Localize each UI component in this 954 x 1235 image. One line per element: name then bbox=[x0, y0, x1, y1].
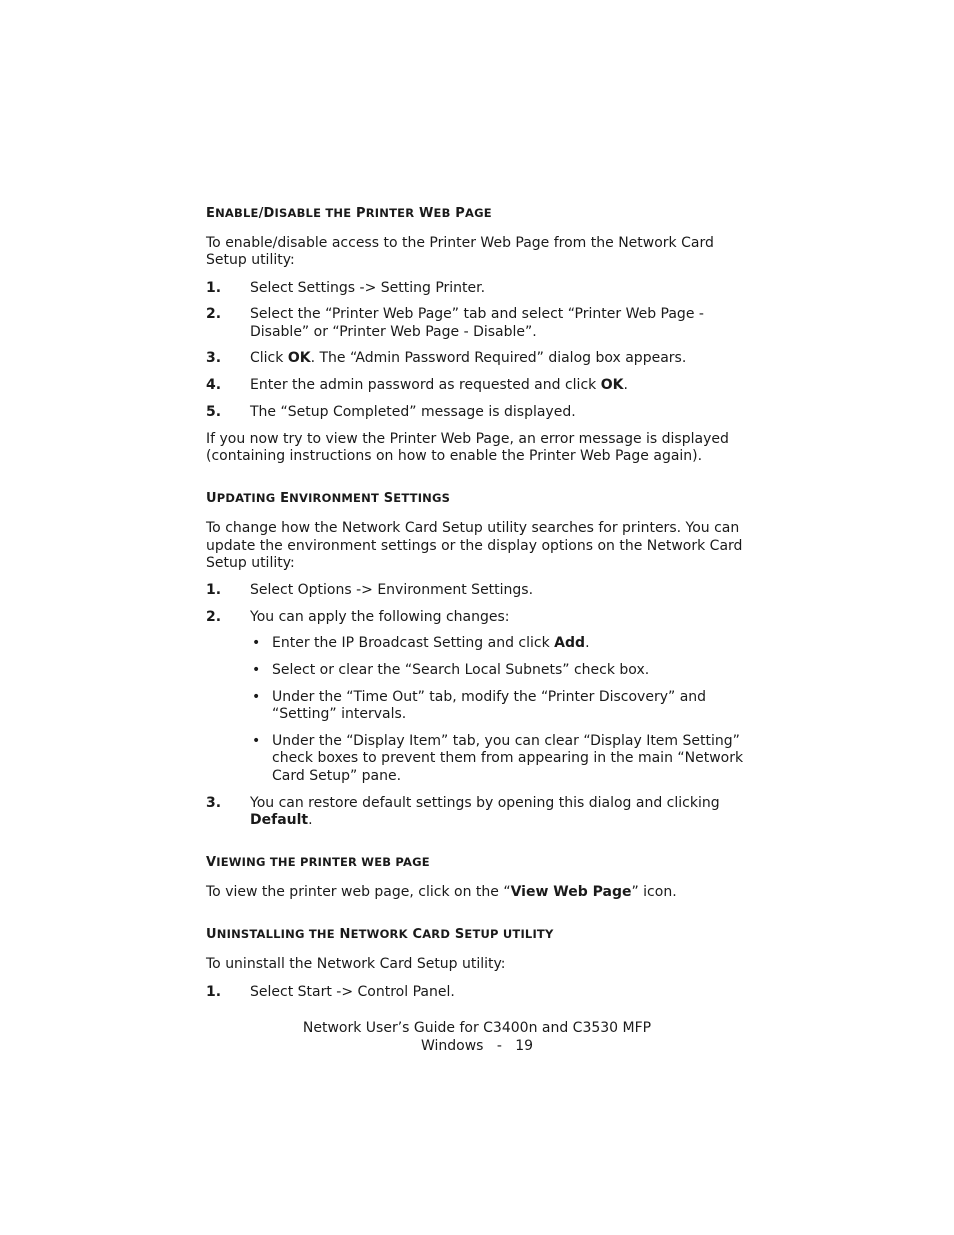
section bbox=[206, 491, 751, 829]
page-footer bbox=[0, 1020, 954, 1055]
emphasis-text: View Web Page bbox=[510, 884, 632, 901]
step-number: 2. bbox=[206, 306, 222, 323]
text-run: Under the “Time Out” tab, modify the “Printer Discovery” and “Setting” intervals. bbox=[272, 689, 707, 723]
step-number: 3. bbox=[206, 350, 222, 367]
section-heading: UPDATING ENVIRONMENT SETTINGS bbox=[206, 491, 451, 507]
emphasis-text: OK bbox=[287, 350, 311, 367]
step-number: 4. bbox=[206, 377, 222, 394]
text-run: Enter the admin password as requested and click bbox=[250, 377, 601, 394]
intro-paragraph bbox=[206, 884, 751, 901]
page-content bbox=[206, 206, 751, 1027]
intro-paragraph: To change how the Network Card Setup utility searches for printers. You can update the environment settings or the display options on the Network Card Setup utility: bbox=[206, 520, 743, 572]
text-run: You can apply the following changes: bbox=[250, 609, 510, 626]
text-run: Under the “Display Item” tab, you can clear “Display Item Setting” check boxes to prevent them from appearing in the main “Network Card Setup” pane. bbox=[272, 733, 744, 784]
step-item bbox=[206, 306, 751, 341]
section bbox=[206, 927, 751, 1001]
text-run: You can restore default settings by opening this dialog and clicking bbox=[250, 794, 720, 811]
text-run: Select Options -> Environment Settings. bbox=[250, 582, 534, 599]
bullet-item bbox=[250, 662, 751, 679]
step-item bbox=[206, 984, 751, 1001]
emphasis-text: Add bbox=[554, 635, 586, 652]
text-run: Click bbox=[250, 350, 288, 367]
text-run: To view the printer web page, click on the “ bbox=[206, 884, 511, 901]
section bbox=[206, 206, 751, 465]
text-run: ” icon. bbox=[631, 884, 677, 901]
step-number: 1. bbox=[206, 582, 222, 599]
text-run: . The “Admin Password Required” dialog box appears. bbox=[310, 350, 687, 367]
step-item bbox=[206, 377, 751, 394]
text-run: . bbox=[308, 811, 313, 828]
step-item bbox=[206, 582, 751, 599]
footer-title: Network User’s Guide for C3400n and C3530 MFP bbox=[302, 1020, 652, 1036]
step-list bbox=[206, 280, 751, 422]
text-run: The “Setup Completed” message is displayed. bbox=[250, 404, 576, 421]
step-item bbox=[206, 350, 751, 367]
step-number: 1. bbox=[206, 983, 222, 1000]
text-run: Select Start -> Control Panel. bbox=[250, 983, 455, 1000]
bullet-icon: • bbox=[252, 689, 261, 706]
text-run: Select Settings -> Setting Printer. bbox=[250, 279, 486, 296]
step-item bbox=[206, 795, 751, 830]
bullet-item bbox=[250, 635, 751, 652]
text-run: Select the “Printer Web Page” tab and select “Printer Web Page - Disable” or “Printer Web Page - Disable”. bbox=[250, 306, 704, 340]
intro-paragraph: To enable/disable access to the Printer Web Page from the Network Card Setup utility: bbox=[206, 235, 714, 269]
step-list bbox=[206, 984, 751, 1001]
text-run: . bbox=[623, 377, 628, 394]
section bbox=[206, 855, 751, 901]
step-item bbox=[206, 280, 751, 297]
section-heading: ENABLE/DISABLE THE PRINTER WEB PAGE bbox=[206, 206, 492, 221]
section-heading: UNINSTALLING THE NETWORK CARD SETUP UTILITY bbox=[206, 927, 554, 943]
bullet-icon: • bbox=[252, 733, 261, 750]
bullet-icon: • bbox=[252, 662, 261, 679]
text-run: Select or clear the “Search Local Subnets” check box. bbox=[272, 662, 650, 679]
bullet-item bbox=[250, 733, 751, 785]
step-item bbox=[206, 404, 751, 421]
emphasis-text: Default bbox=[250, 811, 309, 828]
text-run: Enter the IP Broadcast Setting and click bbox=[272, 635, 555, 652]
step-list bbox=[206, 582, 751, 829]
emphasis-text: OK bbox=[600, 377, 624, 394]
step-number: 1. bbox=[206, 279, 222, 296]
text-run: . bbox=[585, 635, 590, 652]
step-number: 3. bbox=[206, 794, 222, 811]
bullet-list bbox=[250, 635, 751, 785]
outro-paragraph: If you now try to view the Printer Web Page, an error message is displayed (containing instructions on how to enable the Printer Web Page again). bbox=[206, 430, 729, 465]
step-number: 2. bbox=[206, 609, 222, 626]
intro-paragraph: To uninstall the Network Card Setup utility: bbox=[206, 956, 506, 973]
bullet-icon: • bbox=[252, 635, 261, 652]
step-number: 5. bbox=[206, 404, 222, 421]
bullet-item bbox=[250, 689, 751, 724]
step-item bbox=[206, 609, 751, 785]
footer-page-number: Windows - 19 bbox=[420, 1037, 534, 1054]
section-heading: VIEWING THE PRINTER WEB PAGE bbox=[206, 855, 430, 871]
